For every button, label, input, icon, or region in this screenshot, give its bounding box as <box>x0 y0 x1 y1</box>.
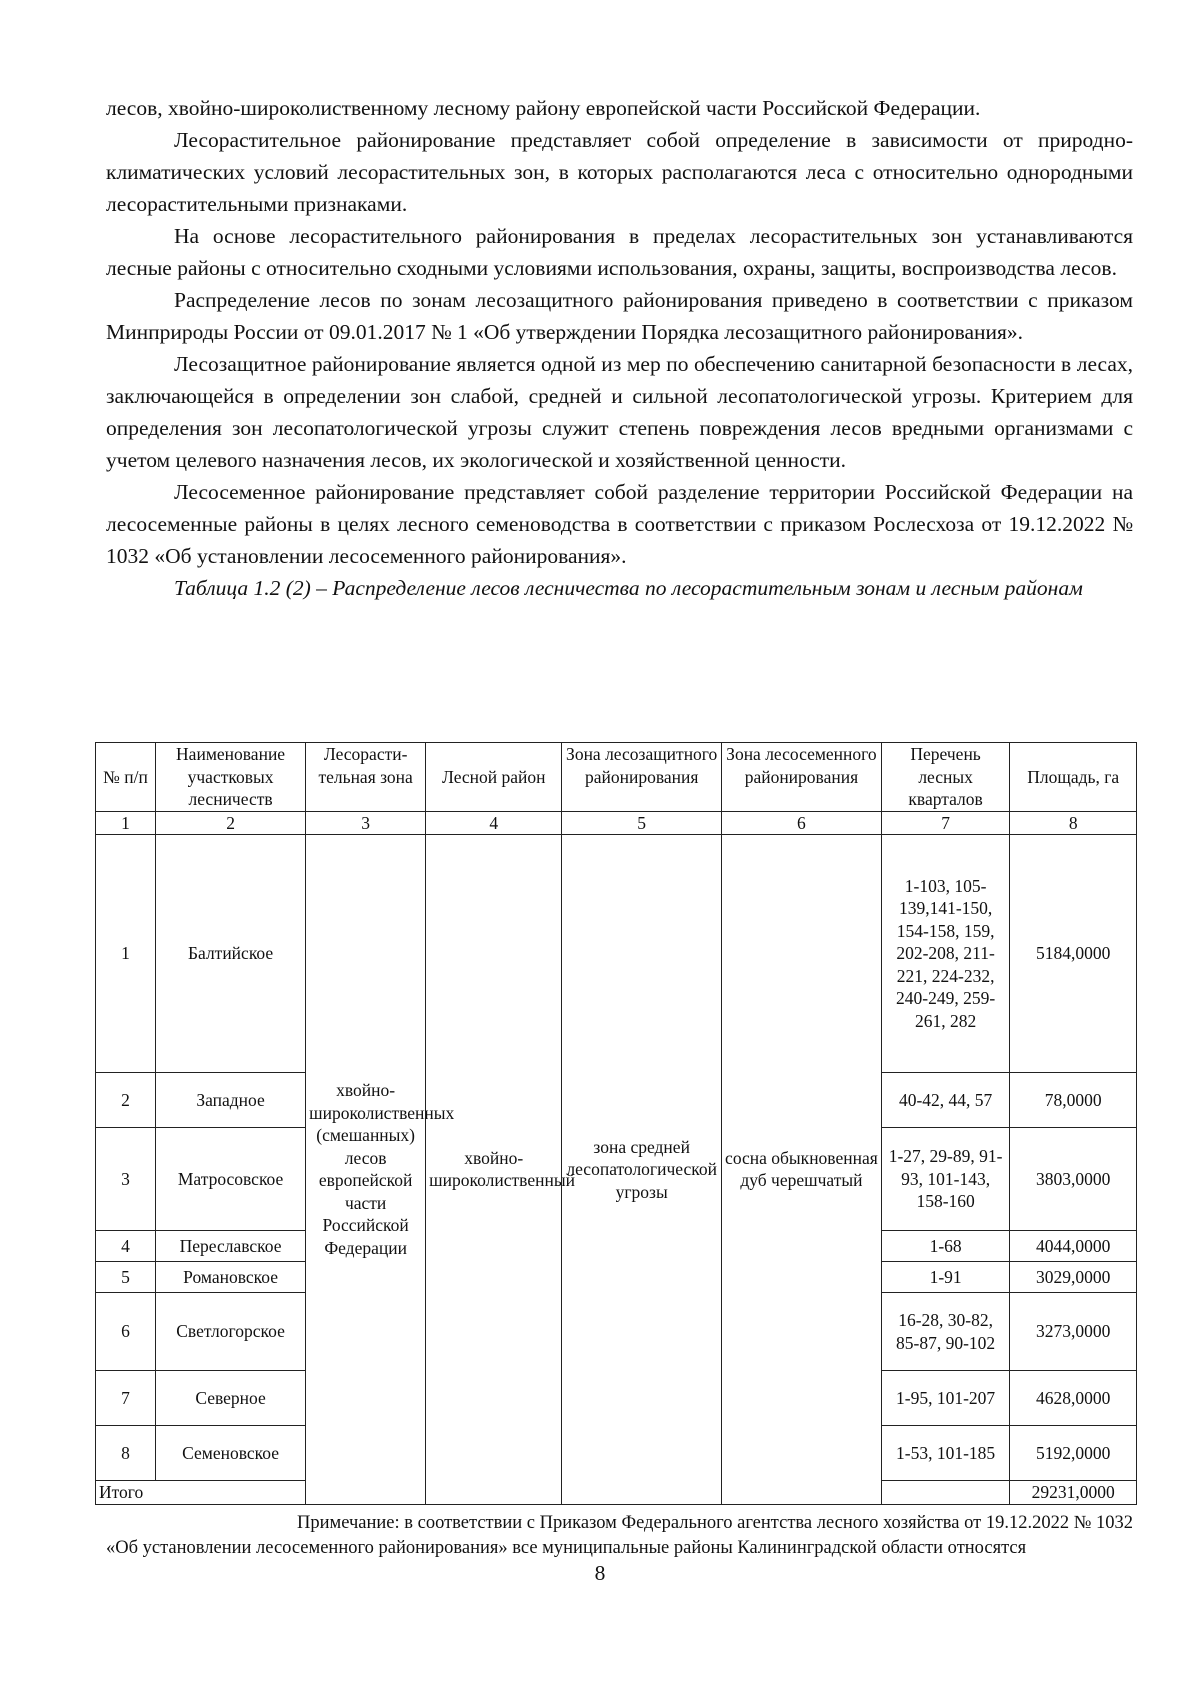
row-num: 6 <box>96 1293 156 1371</box>
protection-zone-cell: зона средней лесопатологической угрозы <box>562 835 722 1505</box>
header-num: № п/п <box>96 743 156 812</box>
header-forest-district: Лесной район <box>426 743 562 812</box>
column-number: 2 <box>156 811 306 835</box>
row-name: Северное <box>156 1371 306 1426</box>
row-name: Балтийское <box>156 835 306 1073</box>
row-num: 2 <box>96 1073 156 1128</box>
row-area: 5192,0000 <box>1010 1426 1137 1481</box>
paragraph-forest-growth-zoning: Лесорастительное районирование представляет собой определение в зависимости от природно-климатических условий лесорастительных зон, в которых располагаются леса с относительно однородными лесорастительными признаками. <box>106 128 1133 216</box>
table-header-row <box>96 743 1137 812</box>
total-area: 29231,0000 <box>1010 1481 1137 1505</box>
note-line-2: «Об установлении лесосеменного районирования» все муниципальные районы Калининградской области относятся <box>106 1538 1027 1558</box>
column-number: 3 <box>306 811 426 835</box>
row-area: 4628,0000 <box>1010 1371 1137 1426</box>
row-num: 1 <box>96 835 156 1073</box>
row-num: 3 <box>96 1128 156 1231</box>
row-area: 3273,0000 <box>1010 1293 1137 1371</box>
column-number: 6 <box>722 811 882 835</box>
column-number: 7 <box>881 811 1010 835</box>
header-growth-zone: Лесорасти-тельная зона <box>306 743 426 812</box>
row-num: 7 <box>96 1371 156 1426</box>
column-number: 8 <box>1010 811 1137 835</box>
paragraph-protection-zoning-order: Распределение лесов по зонам лесозащитного районирования приведено в соответствии с приказом Минприроды России от 09.01.2017 № 1 «Об утверждении Порядка лесозащитного районирования». <box>106 288 1133 344</box>
table-note <box>106 1511 1133 1561</box>
row-area: 3803,0000 <box>1010 1128 1137 1231</box>
note-line-1: Примечание: в соответствии с Приказом Федерального агентства лесного хозяйства от 19.12.2022 № 1032 <box>297 1513 1133 1533</box>
row-name: Западное <box>156 1073 306 1128</box>
row-num: 5 <box>96 1262 156 1293</box>
growth-zone-cell: хвойно-широколиственных (смешанных) лесов европейской части Российской Федерации <box>306 835 426 1505</box>
row-name: Переславское <box>156 1231 306 1262</box>
row-quarters: 1-103, 105-139,141-150, 154-158, 159, 202-208, 211-221, 224-232, 240-249, 259-261, 282 <box>881 835 1010 1073</box>
header-seed-zone: Зона лесосеменного районирования <box>722 743 882 812</box>
paragraph-protection-zoning: Лесозащитное районирование является одной из мер по обеспечению санитарной безопасности в лесах, заключающейся в определении зон слабой, средней и сильной лесопатологической угрозы. Критерием для определения зон лесопатологической угрозы служит степень повреждения лесов вредными организмами с учетом целевого назначения лесов, их экологической и хозяйственной ценности. <box>106 352 1133 472</box>
header-protection-zone: Зона лесозащитного районирования <box>562 743 722 812</box>
row-quarters: 1-27, 29-89, 91-93, 101-143, 158-160 <box>881 1128 1010 1231</box>
header-name: Наименование участковых лесничеств <box>156 743 306 812</box>
row-num: 4 <box>96 1231 156 1262</box>
column-number: 4 <box>426 811 562 835</box>
total-label: Итого <box>96 1481 306 1505</box>
row-quarters: 40-42, 44, 57 <box>881 1073 1010 1128</box>
row-quarters: 1-91 <box>881 1262 1010 1293</box>
row-name: Романовское <box>156 1262 306 1293</box>
row-area: 4044,0000 <box>1010 1231 1137 1262</box>
page-number: 8 <box>594 1561 606 1585</box>
row-name: Семеновское <box>156 1426 306 1481</box>
seed-zone-cell: сосна обыкновенная дуб черешчатый <box>722 835 882 1505</box>
row-num: 8 <box>96 1426 156 1481</box>
row-name: Светлогорское <box>156 1293 306 1371</box>
paragraph-forest-districts: На основе лесорастительного районирования в пределах лесорастительных зон устанавливаются лесные районы с относительно сходными условиями использования, охраны, защиты, воспроизводства лесов. <box>106 224 1133 280</box>
total-quarters-empty <box>881 1481 1010 1505</box>
header-quarters: Перечень лесных кварталов <box>881 743 1010 812</box>
forest-distribution-table <box>95 742 1137 1505</box>
row-area: 3029,0000 <box>1010 1262 1137 1293</box>
paragraph-continuation: лесов, хвойно-широколиственному лесному району европейской части Российской Федерации. <box>106 96 981 120</box>
document-body <box>106 92 1133 602</box>
header-area: Площадь, га <box>1010 743 1137 812</box>
table-caption: Таблица 1.2 (2) – Распределение лесов лесничества по лесорастительным зонам и лесным районам <box>174 576 1083 600</box>
forest-district-cell: хвойно-широколиственный <box>426 835 562 1505</box>
row-quarters: 1-68 <box>881 1231 1010 1262</box>
row-quarters: 1-53, 101-185 <box>881 1426 1010 1481</box>
row-name: Матросовское <box>156 1128 306 1231</box>
column-number: 1 <box>96 811 156 835</box>
table-row <box>96 835 1137 1073</box>
row-quarters: 16-28, 30-82, 85-87, 90-102 <box>881 1293 1010 1371</box>
row-quarters: 1-95, 101-207 <box>881 1371 1010 1426</box>
row-area: 78,0000 <box>1010 1073 1137 1128</box>
column-number: 5 <box>562 811 722 835</box>
paragraph-seed-zoning: Лесосеменное районирование представляет собой разделение территории Российской Федерации на лесосеменные районы в целях лесного семеноводства в соответствии с приказом Рослесхоза от 19.12.2022 № 1032 «Об установлении лесосеменного районирования». <box>106 480 1133 568</box>
row-area: 5184,0000 <box>1010 835 1137 1073</box>
column-number-row <box>96 811 1137 835</box>
